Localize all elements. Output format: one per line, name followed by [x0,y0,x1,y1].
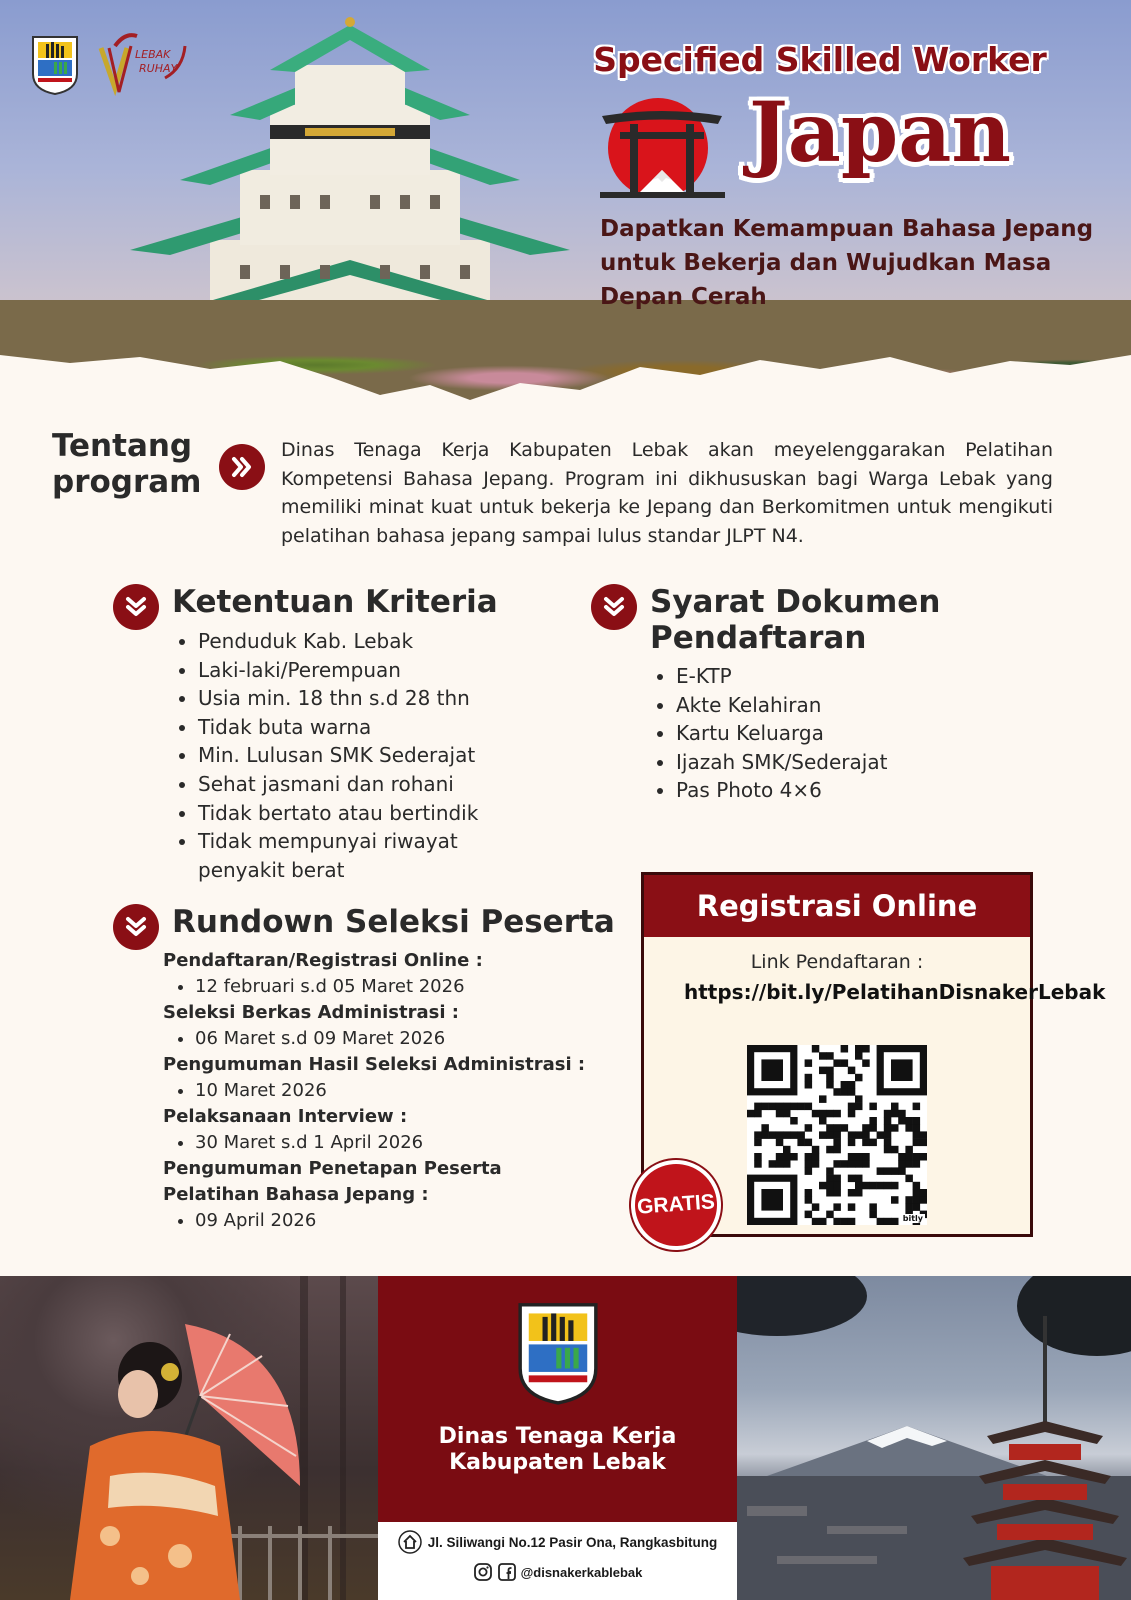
double-chevron-down-icon [113,904,159,950]
rundown-stage-dates [195,1130,603,1156]
fuji-pagoda-illustration [737,1276,1131,1600]
footer-org-line1: Dinas Tenaga Kerja [438,1424,677,1449]
program-title: Specified Skilled Worker [593,40,1047,79]
registration-title: Registrasi Online [644,875,1030,937]
torn-paper-edge [0,355,1131,420]
qr-brand: bitly [902,1214,923,1223]
rundown-stage-label: Pendaftaran/Registrasi Online : [163,950,483,971]
country-title: Japan [748,85,1011,181]
rundown-title: Rundown Seleksi Peserta [172,904,615,940]
dokumen-title [650,584,940,656]
dokumen-item: • Kartu Keluarga [676,719,1006,748]
qr-code-graphic [747,1045,927,1225]
rundown-stage-date: • 12 februari s.d 05 Maret 2026 [195,974,603,1000]
kriteria-item: • Usia min. 18 thn s.d 28 thn [198,684,528,713]
hero-banner [0,0,1131,420]
mount-fuji-pagoda-photo [737,1276,1131,1600]
kriteria-title: Ketentuan Kriteria [172,584,498,620]
lebak-regency-emblem [515,1298,601,1408]
rundown-stage-dates [195,1078,603,1104]
tagline: Dapatkan Kemampuan Bahasa Jepang untuk Bekerja dan Wujudkan Masa Depan Cerah [600,216,1094,310]
dokumen-title-line1: Syarat Dokumen [650,584,941,620]
instagram-icon[interactable] [473,1562,493,1582]
rundown-stage-dates [195,974,603,1000]
registration-link[interactable]: https://bit.ly/PelatihanDisnakerLebak [684,980,1106,1004]
rundown-stage-label: Pelaksanaan Interview : [163,1106,408,1127]
rundown-stage-date: • 30 Maret s.d 1 April 2026 [195,1130,603,1156]
rundown-stage-dates [195,1208,603,1234]
dokumen-item: • E-KTP [676,662,1006,691]
home-icon [398,1530,422,1554]
kimono-woman-photo [0,1276,378,1600]
free-badge: GRATIS [628,1157,724,1253]
kriteria-item: • Tidak buta warna [198,713,528,742]
lebak-ruhay-logo [95,28,191,96]
qr-code[interactable] [747,1045,927,1225]
footer-social-row [378,1562,737,1582]
about-title [52,428,212,500]
kriteria-item: • Penduduk Kab. Lebak [198,627,528,656]
about-text: Dinas Tenaga Kerja Kabupaten Lebak akan meyelenggarakan Pelatihan Kompetensi Bahasa Jepang. Program ini dikhususkan bagi Warga Lebak yang memiliki minat kuat untuk bekerja ke Jepang dan Berkomitmen untuk mengikuti pelatihan bahasa jepang sampai lulus standar JLPT N4. [281,439,1053,547]
rundown-stage-date: • 06 Maret s.d 09 Maret 2026 [195,1026,603,1052]
kriteria-item: • Tidak bertato atau bertindik [198,799,528,828]
about-title-line2: program [52,464,202,500]
kriteria-item: • Tidak mempunyai riwayat penyakit berat [198,827,528,884]
footer-address: Jl. Siliwangi No.12 Pasir Ona, Rangkasbitung [427,1534,718,1550]
kriteria-list [198,627,528,884]
torii-gate-icon [600,98,725,198]
kimono-umbrella-illustration [0,1276,378,1600]
dokumen-item: • Pas Photo 4×6 [676,776,1006,805]
rundown-list [163,948,603,1234]
double-chevron-down-icon [113,584,159,630]
dokumen-item: • Akte Kelahiran [676,691,1006,720]
kriteria-item: • Sehat jasmani dan rohani [198,770,528,799]
rundown-stage-label: Pengumuman Penetapan Peserta Pelatihan Bahasa Jepang : [163,1158,502,1205]
rundown-stage-date: • 09 April 2026 [195,1208,603,1234]
rundown-stage-dates [195,1026,603,1052]
kriteria-item: • Laki-laki/Perempuan [198,656,528,685]
footer-social-handle[interactable]: @disnakerkablebak [520,1564,643,1580]
lebak-regency-emblem [30,34,80,96]
rundown-stage-date: • 10 Maret 2026 [195,1078,603,1104]
footer-contact [378,1522,737,1600]
double-chevron-down-icon [591,584,637,630]
about-title-line1: Tentang [52,428,193,464]
rundown-stage-label: Pengumuman Hasil Seleksi Administrasi : [163,1054,586,1075]
double-chevron-right-icon [219,444,265,490]
footer-org-name [378,1424,737,1476]
registration-link-label: Link Pendaftaran : [750,951,924,973]
dokumen-item: • Ijazah SMK/Sederajat [676,748,1006,777]
logo-text-ruhay: RUHAY [139,62,178,75]
kriteria-item: • Min. Lulusan SMK Sederajat [198,741,528,770]
rundown-stage-label: Seleksi Berkas Administrasi : [163,1002,459,1023]
footer-org-line2: Kabupaten Lebak [449,1450,666,1475]
facebook-icon[interactable] [497,1562,517,1582]
dokumen-list [676,662,1006,805]
dokumen-title-line2: Pendaftaran [650,620,867,656]
footer-organization [378,1276,737,1600]
logo-text-lebak: LEBAK [135,48,171,61]
footer-address-row [378,1530,737,1554]
